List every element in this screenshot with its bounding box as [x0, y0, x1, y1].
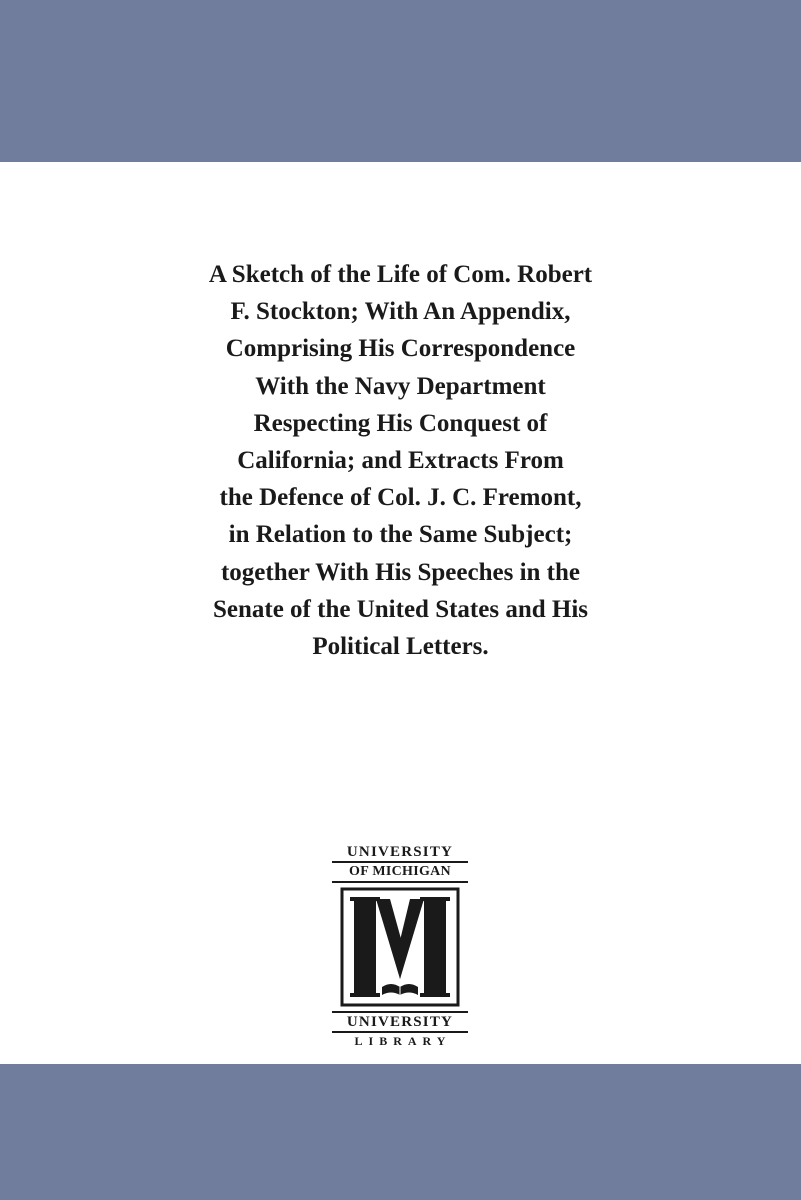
title-line: the Defence of Col. J. C. Fremont, [219, 484, 582, 512]
title-line: Respecting His Conquest of [253, 409, 548, 437]
logo-library-text: LIBRARY [354, 1034, 452, 1048]
title-line: With the Navy Department [255, 372, 546, 400]
block-m-seal-icon [340, 887, 460, 1007]
title-line: in Relation to the Same Subject; [228, 521, 573, 549]
logo-university-text: UNIVERSITY [346, 844, 454, 860]
title-line: F. Stockton; With An Appendix, [230, 298, 571, 326]
title-line: California; and Extracts From [237, 447, 564, 475]
logo-divider [332, 1031, 468, 1033]
title-line: A Sketch of the Life of Com. Robert [208, 261, 593, 288]
logo-michigan-text: OF MICHIGAN [349, 864, 451, 879]
logo-university-text: UNIVERSITY [346, 1014, 454, 1030]
title-line: Comprising His Correspondence [225, 335, 576, 363]
logo-divider [332, 881, 468, 883]
bottom-color-band [0, 1064, 801, 1200]
title-line: Political Letters. [312, 633, 489, 661]
logo-divider [332, 861, 468, 863]
university-library-logo [330, 841, 470, 1063]
book-title [100, 256, 701, 665]
title-line: Senate of the United States and His [212, 595, 588, 623]
top-color-band [0, 0, 801, 162]
logo-divider [332, 1011, 468, 1013]
title-line: together With His Speeches in the [220, 558, 581, 586]
